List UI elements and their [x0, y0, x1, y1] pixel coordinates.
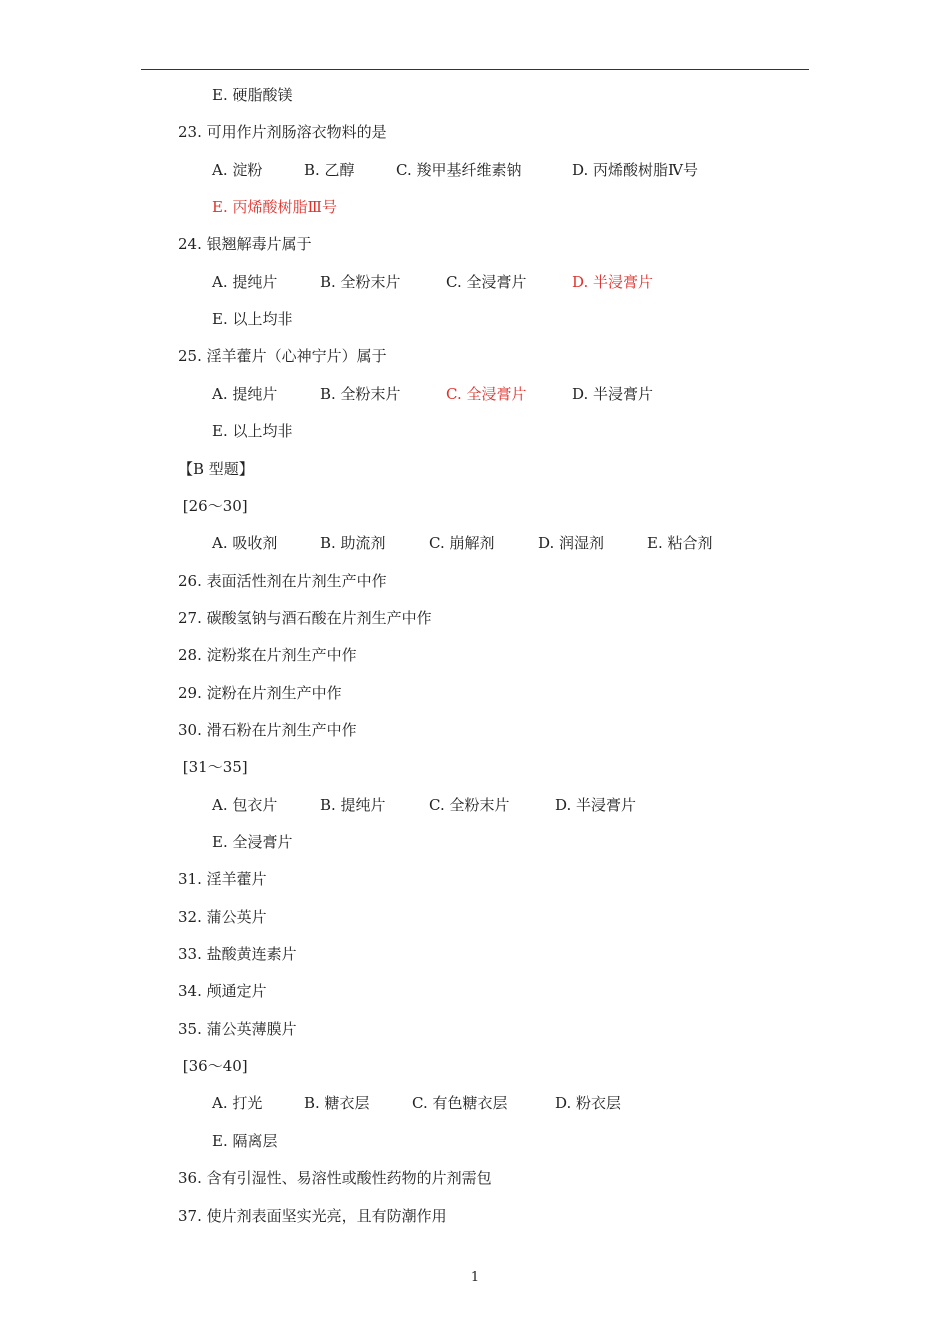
question-line	[178, 869, 267, 889]
question-line	[178, 720, 357, 740]
answer-option: C. 全浸膏片	[446, 385, 527, 403]
question-line	[178, 346, 387, 366]
text-segment: D. 粉衣层	[555, 1094, 622, 1112]
text-segment: 34. 颅通定片	[178, 982, 267, 1000]
text-segment: C. 全浸膏片	[446, 273, 527, 291]
question-line	[178, 683, 342, 703]
question-line	[178, 1019, 297, 1039]
text-segment: E. 以上均非	[212, 310, 293, 328]
text-segment: [31～35]	[178, 758, 248, 776]
text-segment: 35. 蒲公英薄膜片	[178, 1020, 297, 1038]
answer-option: E. 丙烯酸树脂Ⅲ号	[212, 198, 337, 216]
text-segment: [36～40]	[178, 1057, 248, 1075]
question-line	[178, 1168, 492, 1188]
text-segment: 28. 淀粉浆在片剂生产中作	[178, 646, 357, 664]
text-segment: C. 崩解剂	[429, 534, 495, 552]
question-line	[178, 907, 267, 927]
text-segment: 31. 淫羊藿片	[178, 870, 267, 888]
page-number: 1	[470, 1270, 480, 1285]
question-line	[178, 1206, 447, 1226]
text-segment: 37. 使片剂表面坚实光亮，且有防潮作用	[178, 1207, 447, 1225]
option-line	[212, 85, 293, 105]
question-line	[178, 944, 297, 964]
header-rule	[141, 69, 809, 70]
text-segment: [26～30]	[178, 497, 248, 515]
text-segment: 30. 滑石粉在片剂生产中作	[178, 721, 357, 739]
text-segment: B. 全粉末片	[320, 273, 401, 291]
text-segment: E. 以上均非	[212, 422, 293, 440]
text-segment: B. 乙醇	[304, 161, 355, 179]
text-segment: A. 提纯片	[212, 385, 278, 403]
question-line	[178, 1056, 248, 1076]
text-segment: 24. 银翘解毒片属于	[178, 235, 312, 253]
question-line	[178, 645, 357, 665]
question-line	[178, 981, 267, 1001]
text-segment: E. 全浸膏片	[212, 833, 293, 851]
option-line	[212, 309, 293, 329]
text-segment: C. 全粉末片	[429, 796, 510, 814]
text-segment: 33. 盐酸黄连素片	[178, 945, 297, 963]
text-segment: D. 半浸膏片	[555, 796, 637, 814]
question-line	[178, 608, 432, 628]
text-segment: C. 羧甲基纤维素钠	[396, 161, 522, 179]
option-line	[212, 421, 293, 441]
text-segment: E. 隔离层	[212, 1132, 278, 1150]
text-segment: 26. 表面活性剂在片剂生产中作	[178, 572, 387, 590]
answer-option: D. 半浸膏片	[572, 273, 654, 291]
text-segment: A. 包衣片	[212, 796, 278, 814]
question-line	[178, 757, 248, 777]
text-segment: D. 润湿剂	[538, 534, 605, 552]
text-segment: 36. 含有引湿性、易溶性或酸性药物的片剂需包	[178, 1169, 492, 1187]
question-line	[178, 496, 248, 516]
question-line	[178, 459, 254, 479]
text-segment: A. 提纯片	[212, 273, 278, 291]
option-line	[212, 1131, 278, 1151]
text-segment: C. 有色糖衣层	[412, 1094, 508, 1112]
option-line	[212, 832, 293, 852]
text-segment: E. 硬脂酸镁	[212, 86, 293, 104]
question-line	[178, 234, 312, 254]
text-segment: B. 助流剂	[320, 534, 386, 552]
text-segment: B. 糖衣层	[304, 1094, 370, 1112]
text-segment: B. 全粉末片	[320, 385, 401, 403]
text-segment: 25. 淫羊藿片（心神宁片）属于	[178, 347, 387, 365]
question-line	[178, 571, 387, 591]
text-segment: A. 吸收剂	[212, 534, 278, 552]
text-segment: 【B 型题】	[178, 460, 254, 478]
text-segment: E. 粘合剂	[647, 534, 713, 552]
text-segment: 32. 蒲公英片	[178, 908, 267, 926]
option-line	[212, 197, 337, 217]
text-segment: A. 淀粉	[212, 161, 263, 179]
text-segment: 23. 可用作片剂肠溶衣物料的是	[178, 123, 387, 141]
text-segment: 29. 淀粉在片剂生产中作	[178, 684, 342, 702]
text-segment: 27. 碳酸氢钠与酒石酸在片剂生产中作	[178, 609, 432, 627]
text-segment: D. 丙烯酸树脂Ⅳ号	[572, 161, 699, 179]
question-line	[178, 122, 387, 142]
text-segment: A. 打光	[212, 1094, 263, 1112]
text-segment: B. 提纯片	[320, 796, 386, 814]
text-segment: D. 半浸膏片	[572, 385, 654, 403]
